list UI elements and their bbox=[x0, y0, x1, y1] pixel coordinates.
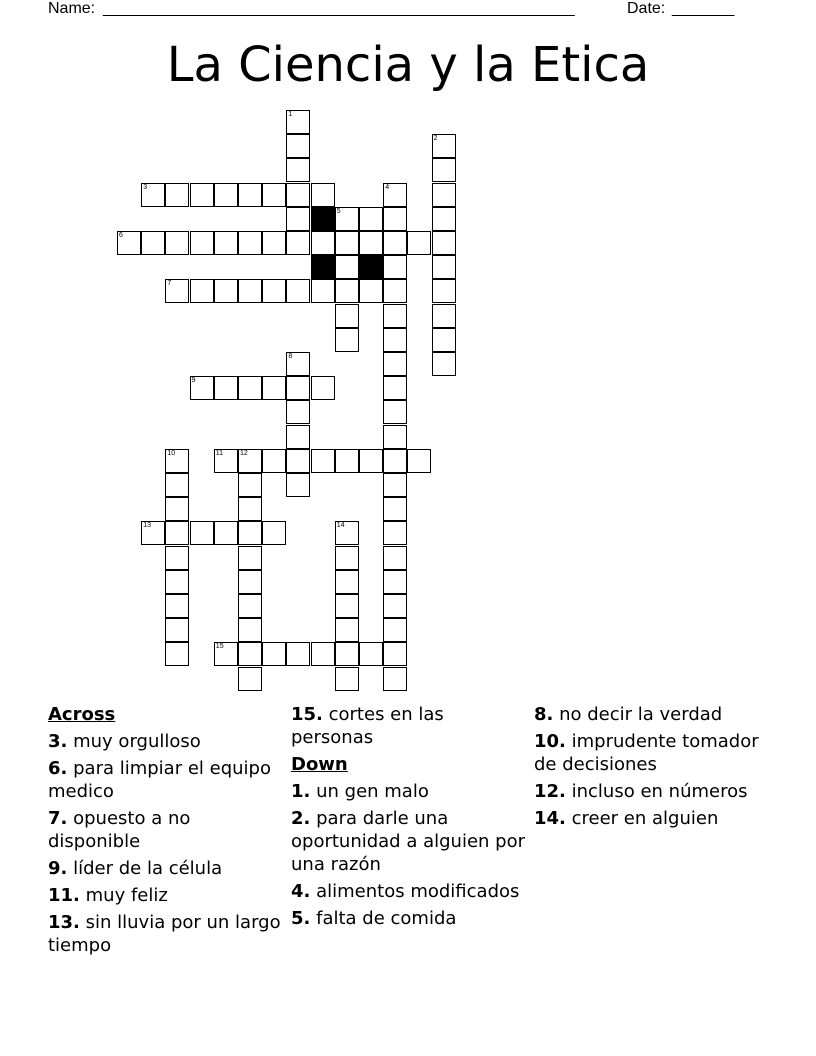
grid-cell[interactable] bbox=[165, 570, 189, 594]
clue-text: sin lluvia por un largo tiempo bbox=[48, 912, 281, 956]
cell-number: 10 bbox=[167, 449, 176, 457]
clue-across-6 bbox=[48, 757, 284, 803]
grid-cell[interactable] bbox=[165, 183, 189, 207]
cell-number: 13 bbox=[143, 522, 151, 530]
grid-cell[interactable] bbox=[335, 231, 359, 255]
grid-cell[interactable] bbox=[286, 231, 310, 255]
grid-cell[interactable] bbox=[238, 546, 262, 570]
clue-number: 12. bbox=[534, 781, 566, 802]
clue-number: 15. bbox=[291, 704, 323, 725]
grid-cell[interactable] bbox=[262, 279, 286, 303]
grid-cell[interactable] bbox=[383, 376, 407, 400]
clue-column-1 bbox=[48, 703, 284, 961]
grid-cell[interactable] bbox=[311, 279, 335, 303]
page-title: La Ciencia y la Etica bbox=[166, 37, 650, 93]
clue-text: muy feliz bbox=[85, 885, 168, 906]
cell-number: 1 bbox=[288, 111, 293, 118]
across-heading: Across bbox=[48, 704, 116, 725]
clue-down-12 bbox=[534, 780, 774, 803]
grid-cell[interactable] bbox=[286, 110, 310, 134]
clue-down-2 bbox=[291, 807, 529, 876]
clue-across-7 bbox=[48, 807, 284, 853]
grid-cell[interactable] bbox=[190, 376, 214, 400]
black-cell bbox=[311, 255, 335, 279]
clue-across-3 bbox=[48, 730, 284, 753]
clue-across-11 bbox=[48, 884, 284, 907]
cell-number: 11 bbox=[215, 449, 224, 457]
grid-cell[interactable] bbox=[141, 183, 165, 207]
grid-cell[interactable] bbox=[407, 449, 431, 473]
grid-cell[interactable] bbox=[383, 279, 407, 303]
clue-number: 11. bbox=[48, 885, 80, 906]
grid-cell[interactable] bbox=[214, 376, 238, 400]
grid-cell[interactable] bbox=[286, 183, 310, 207]
name-field[interactable]: _____________________________________________________ bbox=[103, 0, 575, 17]
grid-cell[interactable] bbox=[359, 279, 383, 303]
grid-cell[interactable] bbox=[432, 134, 456, 158]
clue-text: alimentos modificados bbox=[316, 881, 520, 902]
grid-cell[interactable] bbox=[214, 279, 238, 303]
grid-cell[interactable] bbox=[432, 183, 456, 207]
grid-cell[interactable] bbox=[238, 497, 262, 521]
grid-cell[interactable] bbox=[286, 449, 310, 473]
clue-text: creer en alguien bbox=[571, 808, 719, 829]
clue-across-13 bbox=[48, 911, 284, 957]
clue-column-2 bbox=[291, 703, 529, 934]
grid-cell[interactable] bbox=[407, 231, 431, 255]
grid-cell[interactable] bbox=[383, 255, 407, 279]
grid-cell[interactable] bbox=[262, 449, 286, 473]
grid-cell[interactable] bbox=[238, 570, 262, 594]
grid-cell[interactable] bbox=[238, 594, 262, 618]
grid-cell[interactable] bbox=[262, 642, 286, 666]
cell-number: 4 bbox=[385, 183, 390, 191]
grid-cell[interactable] bbox=[262, 521, 286, 545]
clue-text: incluso en números bbox=[571, 781, 748, 802]
grid-cell[interactable] bbox=[214, 449, 238, 473]
grid-cell[interactable] bbox=[165, 618, 189, 642]
grid-cell[interactable] bbox=[262, 183, 286, 207]
grid-cell[interactable] bbox=[165, 473, 189, 497]
grid-cell[interactable] bbox=[383, 594, 407, 618]
grid-cell[interactable] bbox=[359, 207, 383, 231]
cell-number: 8 bbox=[288, 353, 293, 360]
cell-number: 14 bbox=[336, 522, 345, 530]
grid-cell[interactable] bbox=[383, 304, 407, 328]
clue-number: 7. bbox=[48, 808, 68, 829]
grid-cell[interactable] bbox=[335, 279, 359, 303]
grid-cell[interactable] bbox=[190, 183, 214, 207]
grid-cell[interactable] bbox=[238, 183, 262, 207]
grid-cell[interactable] bbox=[359, 449, 383, 473]
down-heading: Down bbox=[291, 754, 348, 775]
grid-cell[interactable] bbox=[238, 618, 262, 642]
grid-cell[interactable] bbox=[432, 352, 456, 376]
grid-cell[interactable] bbox=[238, 376, 262, 400]
clue-down-1 bbox=[291, 780, 529, 803]
grid-cell[interactable] bbox=[165, 521, 189, 545]
black-cell bbox=[359, 255, 383, 279]
grid-cell[interactable] bbox=[335, 449, 359, 473]
clue-number: 4. bbox=[291, 881, 311, 902]
grid-cell[interactable] bbox=[311, 183, 335, 207]
grid-cell[interactable] bbox=[238, 521, 262, 545]
grid-cell[interactable] bbox=[383, 618, 407, 642]
grid-cell[interactable] bbox=[286, 400, 310, 424]
clue-number: 9. bbox=[48, 858, 68, 879]
clue-text: cortes en las personas bbox=[291, 704, 444, 748]
grid-cell[interactable] bbox=[383, 642, 407, 666]
grid-cell[interactable] bbox=[214, 183, 238, 207]
grid-cell[interactable] bbox=[335, 618, 359, 642]
clue-down-10 bbox=[534, 730, 774, 776]
grid-cell[interactable] bbox=[383, 521, 407, 545]
clue-down-14 bbox=[534, 807, 774, 830]
cell-number: 2 bbox=[433, 135, 438, 143]
clue-text: opuesto a no disponible bbox=[48, 808, 191, 852]
grid-cell[interactable] bbox=[311, 642, 335, 666]
grid-cell[interactable] bbox=[359, 642, 383, 666]
grid-cell[interactable] bbox=[190, 521, 214, 545]
clue-across-15 bbox=[291, 703, 529, 749]
grid-cell[interactable] bbox=[383, 667, 407, 691]
grid-cell[interactable] bbox=[335, 255, 359, 279]
grid-cell[interactable] bbox=[286, 425, 310, 449]
cell-number: 7 bbox=[167, 280, 172, 288]
grid-cell[interactable] bbox=[141, 521, 165, 545]
grid-cell[interactable] bbox=[286, 642, 310, 666]
clue-text: muy orgulloso bbox=[73, 731, 201, 752]
grid-cell[interactable] bbox=[383, 473, 407, 497]
clue-text: imprudente tomador de decisiones bbox=[534, 731, 759, 775]
grid-cell[interactable] bbox=[383, 570, 407, 594]
grid-cell[interactable] bbox=[214, 521, 238, 545]
black-cell bbox=[311, 207, 335, 231]
cell-number: 12 bbox=[240, 449, 248, 457]
cell-number: 5 bbox=[336, 207, 341, 215]
cell-number: 3 bbox=[143, 183, 148, 191]
grid-cell[interactable] bbox=[238, 449, 262, 473]
grid-cell[interactable] bbox=[335, 570, 359, 594]
grid-cell[interactable] bbox=[335, 594, 359, 618]
grid-cell[interactable] bbox=[238, 642, 262, 666]
grid-cell[interactable] bbox=[432, 304, 456, 328]
name-label: Name: bbox=[48, 0, 96, 17]
grid-cell[interactable] bbox=[117, 231, 141, 255]
grid-cell[interactable] bbox=[383, 328, 407, 352]
clue-number: 5. bbox=[291, 908, 311, 929]
grid-cell[interactable] bbox=[141, 231, 165, 255]
grid-cell[interactable] bbox=[286, 376, 310, 400]
clue-number: 13. bbox=[48, 912, 80, 933]
grid-cell[interactable] bbox=[335, 207, 359, 231]
clue-number: 2. bbox=[291, 808, 311, 829]
clue-down-8 bbox=[534, 703, 774, 726]
grid-cell[interactable] bbox=[335, 642, 359, 666]
clue-down-4 bbox=[291, 880, 529, 903]
date-field[interactable]: _______ bbox=[672, 0, 735, 17]
grid-cell[interactable] bbox=[262, 231, 286, 255]
grid-cell[interactable] bbox=[383, 546, 407, 570]
grid-cell[interactable] bbox=[286, 473, 310, 497]
grid-cell[interactable] bbox=[383, 231, 407, 255]
grid-cell[interactable] bbox=[383, 352, 407, 376]
grid-cell[interactable] bbox=[262, 376, 286, 400]
clue-number: 3. bbox=[48, 731, 68, 752]
grid-cell[interactable] bbox=[335, 546, 359, 570]
cell-number: 6 bbox=[119, 232, 123, 239]
grid-cell[interactable] bbox=[335, 667, 359, 691]
grid-cell[interactable] bbox=[286, 279, 310, 303]
date-label: Date: bbox=[627, 0, 666, 17]
grid-cell[interactable] bbox=[286, 158, 310, 182]
cell-number: 9 bbox=[191, 377, 196, 385]
clue-text: falta de comida bbox=[316, 908, 457, 929]
clue-across-9 bbox=[48, 857, 284, 880]
clue-text: no decir la verdad bbox=[559, 704, 723, 725]
grid-cell[interactable] bbox=[238, 279, 262, 303]
cell-number: 15 bbox=[215, 643, 224, 651]
clue-down-5 bbox=[291, 907, 529, 930]
grid-cell[interactable] bbox=[165, 546, 189, 570]
grid-cell[interactable] bbox=[286, 134, 310, 158]
clue-number: 10. bbox=[534, 731, 566, 752]
grid-cell[interactable] bbox=[165, 231, 189, 255]
grid-cell[interactable] bbox=[190, 231, 214, 255]
clue-number: 8. bbox=[534, 704, 554, 725]
clue-number: 14. bbox=[534, 808, 566, 829]
grid-cell[interactable] bbox=[165, 449, 189, 473]
grid-cell[interactable] bbox=[383, 400, 407, 424]
clue-number: 1. bbox=[291, 781, 311, 802]
grid-cell[interactable] bbox=[238, 231, 262, 255]
grid-cell[interactable] bbox=[383, 449, 407, 473]
grid-cell[interactable] bbox=[311, 449, 335, 473]
grid-cell[interactable] bbox=[335, 304, 359, 328]
grid-cell[interactable] bbox=[165, 594, 189, 618]
grid-cell[interactable] bbox=[383, 207, 407, 231]
grid-cell[interactable] bbox=[432, 328, 456, 352]
grid-cell[interactable] bbox=[165, 497, 189, 521]
grid-cell[interactable] bbox=[286, 352, 310, 376]
grid-cell[interactable] bbox=[383, 497, 407, 521]
clue-text: para limpiar el equipo medico bbox=[48, 758, 271, 802]
grid-cell[interactable] bbox=[432, 231, 456, 255]
clue-number: 6. bbox=[48, 758, 68, 779]
grid-cell[interactable] bbox=[335, 521, 359, 545]
grid-cell[interactable] bbox=[311, 231, 335, 255]
grid-cell[interactable] bbox=[286, 207, 310, 231]
clue-text: para darle una oportunidad a alguien por una razón bbox=[291, 808, 525, 875]
grid-cell[interactable] bbox=[165, 279, 189, 303]
grid-cell[interactable] bbox=[190, 279, 214, 303]
grid-cell[interactable] bbox=[214, 642, 238, 666]
grid-cell[interactable] bbox=[383, 425, 407, 449]
grid-cell[interactable] bbox=[359, 231, 383, 255]
grid-cell[interactable] bbox=[432, 279, 456, 303]
grid-cell[interactable] bbox=[238, 667, 262, 691]
grid-cell[interactable] bbox=[214, 231, 238, 255]
grid-cell[interactable] bbox=[311, 376, 335, 400]
grid-cell[interactable] bbox=[383, 183, 407, 207]
clue-column-3 bbox=[534, 703, 774, 834]
grid-cell[interactable] bbox=[238, 473, 262, 497]
grid-cell[interactable] bbox=[432, 207, 456, 231]
grid-cell[interactable] bbox=[165, 642, 189, 666]
clue-text: un gen malo bbox=[316, 781, 429, 802]
clue-text: líder de la célula bbox=[73, 858, 223, 879]
grid-cell[interactable] bbox=[432, 158, 456, 182]
grid-cell[interactable] bbox=[335, 328, 359, 352]
grid-cell[interactable] bbox=[432, 255, 456, 279]
